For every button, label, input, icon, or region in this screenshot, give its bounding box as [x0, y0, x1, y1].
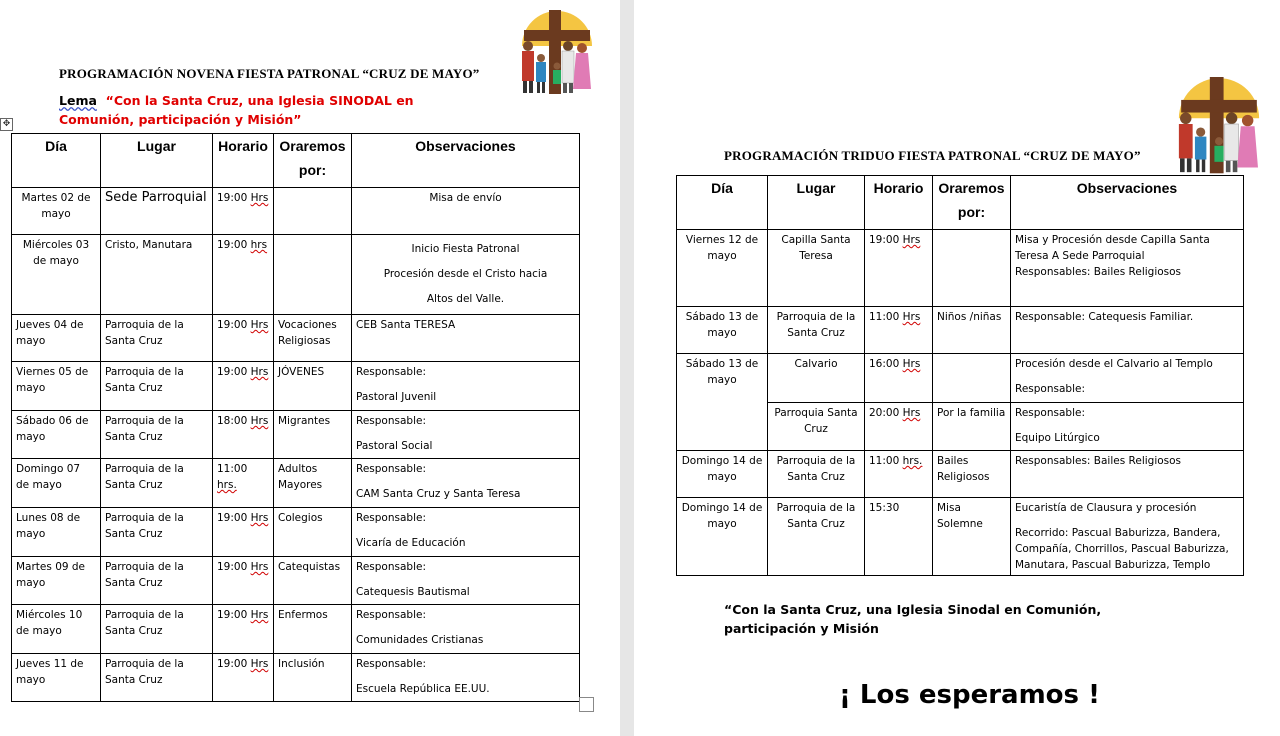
time-unit: Hrs	[250, 658, 269, 670]
cell-observaciones	[352, 411, 580, 459]
table-row	[12, 188, 580, 235]
observation-line: CAM Santa Cruz y Santa Teresa	[356, 488, 521, 500]
lema-label: Lema	[59, 93, 97, 108]
col-header-dia: Día	[12, 134, 101, 188]
cell-horario	[865, 403, 933, 451]
novena-title: PROGRAMACIÓN NOVENA FIESTA PATRONAL “CRUZ DE MAYO”	[59, 66, 480, 81]
table-row	[12, 605, 580, 654]
time-unit: Hrs	[250, 512, 269, 524]
col-header-observaciones: Observaciones	[352, 134, 580, 188]
cell-dia: Jueves 04 de mayo	[12, 315, 101, 362]
time-value: 11:00	[869, 311, 900, 323]
observation-line: Inicio Fiesta Patronal	[411, 243, 520, 255]
cell-horario	[865, 230, 933, 307]
observation-line: Responsable:	[356, 658, 426, 670]
table-row	[677, 307, 1244, 354]
cell-oraremos: Inclusión	[274, 654, 352, 702]
time-value: 20:00	[869, 407, 900, 419]
cell-lugar: Parroquia Santa Cruz	[768, 403, 865, 451]
cell-lugar: Parroquia de la Santa Cruz	[101, 557, 213, 605]
col-header-oraremos: Oraremos por:	[933, 176, 1011, 230]
cell-lugar: Capilla Santa Teresa	[768, 230, 865, 307]
col-header-lugar: Lugar	[768, 176, 865, 230]
cell-horario	[213, 235, 274, 315]
cell-lugar: Calvario	[768, 354, 865, 403]
observation-line: CEB Santa TERESA	[356, 319, 456, 331]
table-row	[12, 411, 580, 459]
time-unit: Hrs	[902, 311, 921, 323]
cross-families-logo-icon	[516, 6, 598, 96]
table-row	[12, 557, 580, 605]
time-value: 11:00	[217, 463, 248, 475]
table-resize-handle[interactable]	[579, 697, 594, 712]
time-unit: Hrs	[250, 609, 269, 621]
time-unit: Hrs	[902, 358, 921, 370]
time-unit: Hrs	[250, 319, 269, 331]
cell-horario	[213, 508, 274, 557]
table-row	[12, 508, 580, 557]
cell-dia: Sábado 13 de mayo	[677, 307, 768, 354]
time-value: 18:00	[217, 415, 248, 427]
time-value: 19:00	[217, 561, 248, 573]
observation-line: Responsable:	[1015, 383, 1085, 395]
cell-oraremos	[274, 235, 352, 315]
observation-line: Responsable:	[356, 366, 426, 378]
cell-horario	[213, 557, 274, 605]
table-row	[12, 459, 580, 508]
closing-banner: ¡ Los esperamos !	[839, 680, 1100, 710]
time-value: 15:30	[869, 502, 900, 514]
time-unit: Hrs	[250, 415, 269, 427]
time-unit: hrs.	[902, 455, 923, 467]
cell-oraremos: Colegios	[274, 508, 352, 557]
cell-dia: Viernes 12 de mayo	[677, 230, 768, 307]
col-header-horario: Horario	[213, 134, 274, 188]
cell-dia: Sábado 13 de mayo	[677, 354, 768, 451]
time-unit: Hrs	[250, 366, 269, 378]
time-unit: Hrs	[250, 192, 269, 204]
observation-line: Vicaría de Educación	[356, 537, 466, 549]
cell-lugar: Parroquia de la Santa Cruz	[101, 508, 213, 557]
cell-horario	[865, 307, 933, 354]
cell-oraremos: Vocaciones Religiosas	[274, 315, 352, 362]
cell-dia: Miércoles 03 de mayo	[12, 235, 101, 315]
cell-dia: Martes 02 de mayo	[12, 188, 101, 235]
observation-line: Procesión desde el Calvario al Templo	[1015, 358, 1213, 370]
observation-line: Responsable:	[356, 561, 426, 573]
cell-observaciones	[1011, 230, 1244, 307]
time-value: 19:00	[217, 512, 248, 524]
cell-horario	[865, 498, 933, 576]
cell-dia: Miércoles 10 de mayo	[12, 605, 101, 654]
cell-lugar: Parroquia de la Santa Cruz	[101, 654, 213, 702]
observation-line: Responsable:	[356, 463, 426, 475]
document-page-right	[634, 0, 1280, 736]
cell-observaciones	[352, 315, 580, 362]
cross-families-logo-icon	[1172, 72, 1266, 176]
cell-observaciones	[1011, 354, 1244, 403]
cell-lugar: Cristo, Manutara	[101, 235, 213, 315]
time-unit: Hrs	[902, 234, 921, 246]
cell-dia: Domingo 14 de mayo	[677, 451, 768, 498]
observation-line: Misa de envío	[429, 192, 502, 204]
cell-horario	[213, 362, 274, 411]
triduo-schedule-table	[676, 175, 1244, 576]
cell-horario	[213, 605, 274, 654]
novena-schedule-table	[11, 133, 580, 702]
cell-oraremos	[274, 188, 352, 235]
cell-oraremos: Bailes Religiosos	[933, 451, 1011, 498]
lema-text: “Con la Santa Cruz, una Iglesia SINODAL en Comunión, participación y Misión”	[59, 93, 414, 127]
cell-dia: Domingo 07 de mayo	[12, 459, 101, 508]
cell-observaciones	[352, 235, 580, 315]
table-row	[677, 354, 1244, 403]
cell-horario	[213, 411, 274, 459]
time-unit: hrs	[250, 239, 268, 251]
time-value: 19:00	[217, 239, 248, 251]
observation-line: Responsable:	[356, 609, 426, 621]
cell-oraremos	[933, 230, 1011, 307]
cell-lugar: Parroquia de la Santa Cruz	[101, 362, 213, 411]
table-row	[677, 498, 1244, 576]
cell-dia: Domingo 14 de mayo	[677, 498, 768, 576]
col-header-oraremos: Oraremos por:	[274, 134, 352, 188]
cell-horario	[213, 315, 274, 362]
time-value: 19:00	[217, 319, 248, 331]
cell-oraremos: JÓVENES	[274, 362, 352, 411]
cell-dia: Martes 09 de mayo	[12, 557, 101, 605]
cell-lugar: Parroquia de la Santa Cruz	[768, 451, 865, 498]
table-move-handle-icon[interactable]: ✥	[0, 118, 13, 131]
cell-oraremos	[933, 354, 1011, 403]
cell-lugar: Sede Parroquial	[101, 188, 213, 235]
observation-line: Responsables: Bailes Religiosos	[1015, 266, 1182, 278]
time-unit: hrs.	[217, 479, 237, 491]
cell-dia: Lunes 08 de mayo	[12, 508, 101, 557]
observation-line: Comunidades Cristianas	[356, 634, 484, 646]
col-header-lugar: Lugar	[101, 134, 213, 188]
cell-lugar: Parroquia de la Santa Cruz	[101, 411, 213, 459]
cell-oraremos: Migrantes	[274, 411, 352, 459]
cell-lugar: Parroquia de la Santa Cruz	[768, 307, 865, 354]
table-header-row	[12, 134, 580, 188]
table-row	[677, 451, 1244, 498]
time-value: 19:00	[217, 192, 248, 204]
cell-oraremos: Catequistas	[274, 557, 352, 605]
time-unit: Hrs	[902, 407, 921, 419]
time-value: 16:00	[869, 358, 900, 370]
time-value: 19:00	[217, 366, 248, 378]
cell-lugar: Parroquia de la Santa Cruz	[768, 498, 865, 576]
cell-observaciones	[352, 362, 580, 411]
time-value: 11:00	[869, 455, 900, 467]
cell-lugar: Parroquia de la Santa Cruz	[101, 459, 213, 508]
cell-observaciones	[1011, 451, 1244, 498]
document-page-left	[0, 0, 620, 736]
cell-horario	[213, 188, 274, 235]
cell-horario	[213, 459, 274, 508]
triduo-title: PROGRAMACIÓN TRIDUO FIESTA PATRONAL “CRUZ DE MAYO”	[724, 148, 1141, 163]
observation-line: Responsable:	[356, 512, 426, 524]
cell-oraremos: Adultos Mayores	[274, 459, 352, 508]
cell-dia: Jueves 11 de mayo	[12, 654, 101, 702]
observation-line: Recorrido: Pascual Baburizza, Bandera, Compañía, Chorrillos, Pascual Baburizza, Manutara, Pascual Baburizza, Templo	[1015, 527, 1229, 571]
table-row	[12, 235, 580, 315]
col-header-horario: Horario	[865, 176, 933, 230]
observation-line: Responsable:	[356, 415, 426, 427]
observation-line: Pastoral Juvenil	[356, 391, 437, 403]
cell-observaciones	[352, 459, 580, 508]
col-header-dia: Día	[677, 176, 768, 230]
observation-line: Misa y Procesión desde Capilla Santa Teresa A Sede Parroquial	[1015, 234, 1210, 262]
cell-lugar: Parroquia de la Santa Cruz	[101, 605, 213, 654]
cell-observaciones	[352, 188, 580, 235]
cell-observaciones	[1011, 403, 1244, 451]
cell-oraremos: Enfermos	[274, 605, 352, 654]
observation-line: Altos del Valle.	[426, 293, 505, 305]
cell-observaciones	[1011, 307, 1244, 354]
cell-observaciones	[352, 508, 580, 557]
lema-motto	[59, 91, 479, 129]
cell-observaciones	[352, 605, 580, 654]
table-row	[12, 315, 580, 362]
closing-motto: “Con la Santa Cruz, una Iglesia Sinodal en Comunión, participación y Misión	[724, 602, 1102, 636]
cell-dia: Sábado 06 de mayo	[12, 411, 101, 459]
cell-observaciones	[352, 654, 580, 702]
cell-oraremos: Por la familia	[933, 403, 1011, 451]
cell-horario	[865, 451, 933, 498]
time-value: 19:00	[869, 234, 900, 246]
table-row	[12, 654, 580, 702]
observation-line: Catequesis Bautismal	[356, 586, 470, 598]
table-row	[12, 362, 580, 411]
cell-observaciones	[1011, 498, 1244, 576]
col-header-observaciones: Observaciones	[1011, 176, 1244, 230]
cell-oraremos: Niños /niñas	[933, 307, 1011, 354]
cell-dia: Viernes 05 de mayo	[12, 362, 101, 411]
table-header-row	[677, 176, 1244, 230]
cell-observaciones	[352, 557, 580, 605]
observation-line: Responsable: Catequesis Familiar.	[1015, 311, 1194, 323]
observation-line: Pastoral Social	[356, 440, 433, 452]
table-row	[677, 230, 1244, 307]
observation-line: Escuela República EE.UU.	[356, 683, 490, 695]
time-unit: Hrs	[250, 561, 269, 573]
observation-line: Responsables: Bailes Religiosos	[1015, 455, 1182, 467]
cell-oraremos: Misa Solemne	[933, 498, 1011, 576]
observation-line: Eucaristía de Clausura y procesión	[1015, 502, 1197, 514]
cell-lugar: Parroquia de la Santa Cruz	[101, 315, 213, 362]
cell-horario	[865, 354, 933, 403]
observation-line: Equipo Litúrgico	[1015, 432, 1100, 444]
observation-line: Responsable:	[1015, 407, 1085, 419]
time-value: 19:00	[217, 658, 248, 670]
observation-line: Procesión desde el Cristo hacia	[383, 268, 548, 280]
cell-horario	[213, 654, 274, 702]
time-value: 19:00	[217, 609, 248, 621]
